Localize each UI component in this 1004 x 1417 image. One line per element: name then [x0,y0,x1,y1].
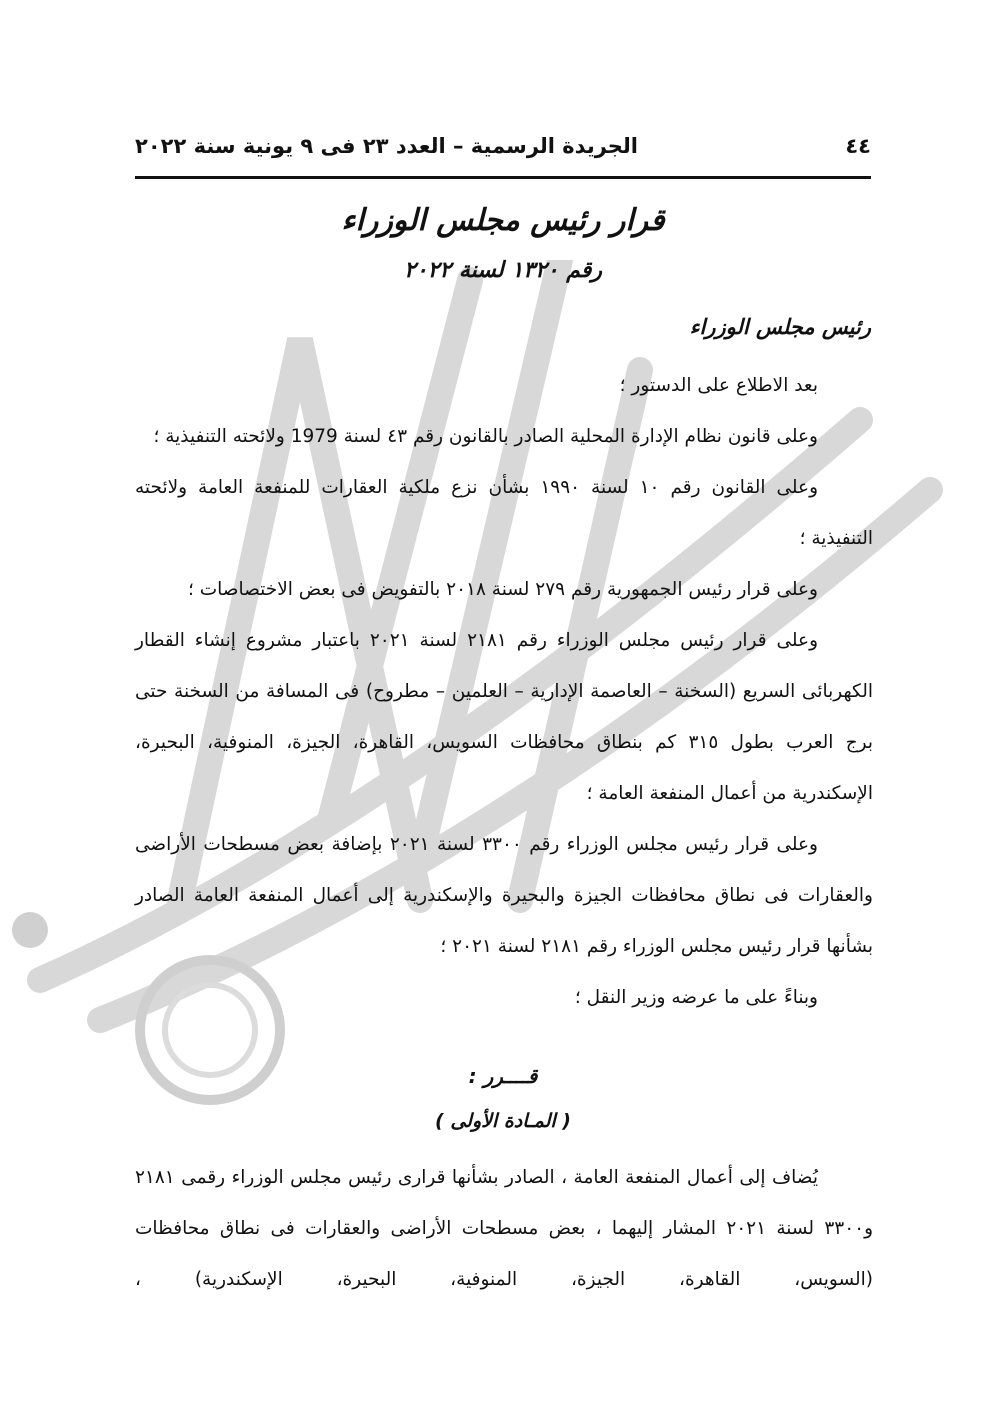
page-header [135,128,871,164]
decree-number: رقم ١٣٢٠ لسنة ٢٠٢٢ [403,258,603,283]
page-number: ٤٤ [845,134,871,158]
decree-word: قــــرر : [468,1064,538,1088]
article-body [135,1152,873,1305]
paragraph: وعلى قرار رئيس الجمهورية رقم ٢٧٩ لسنة ٢٠١٨ بالتفويض فى بعض الاختصاصات ؛ [187,579,818,600]
paragraph: وعلى قرار رئيس مجلس الوزراء رقم ٢١٨١ لسنة ٢٠٢١ باعتبار مشروع إنشاء القطار الكهربائى السريع (السخنة – العاصمة الإدارية – العلمين – مطروح) فى المسافة من السخنة حتى برج العرب بطول ٣١٥ كم بنطاق محافظات السويس، القاهرة، الجيزة، المنوفية، البحيرة، الإسكندرية من أعمال المنفعة العامة ؛ [135,630,873,804]
article-heading: ( المـادة الأولى ) [435,1110,571,1132]
paragraph: وعلى قانون نظام الإدارة المحلية الصادر بالقانون رقم ٤٣ لسنة 1979 ولائحته التنفيذية ؛ [153,426,818,447]
paragraph: وعلى قرار رئيس مجلس الوزراء رقم ٣٣٠٠ لسنة ٢٠٢١ بإضافة بعض مسطحات الأراضى والعقارات فى نطاق محافظات الجيزة والبحيرة والإسكندرية إلى أعمال المنفعة العامة الصادر بشأنها قرار رئيس مجلس الوزراء رقم ٢١٨١ لسنة ٢٠٢١ ؛ [135,834,873,957]
paragraph: بعد الاطلاع على الدستور ؛ [619,375,818,396]
paragraph: يُضاف إلى أعمال المنفعة العامة ، الصادر بشأنها قرارى رئيس مجلس الوزراء رقمى ٢١٨١ و٣٣٠٠ لسنة ٢٠٢١ المشار إليهما ، بعض مسطحات الأراضى والعقارات فى نطاق محافظات (السويس، القاهرة، الجيزة، المنوفية، البحيرة، الإسكندرية) ، [135,1167,874,1290]
paragraph: وبناءً على ما عرضه وزير النقل ؛ [574,987,818,1008]
running-title: الجريدة الرسمية – العدد ٢٣ فى ٩ يونية سنة ٢٠٢٢ [135,134,638,158]
decree-title: قرار رئيس مجلس الوزراء [341,203,665,238]
header-rule [135,176,871,179]
preamble-body [135,360,873,1023]
paragraph: وعلى القانون رقم ١٠ لسنة ١٩٩٠ بشأن نزع ملكية العقارات للمنفعة العامة ولائحته التنفيذية ؛ [135,477,873,549]
preamble-heading: رئيس مجلس الوزراء [689,315,871,339]
